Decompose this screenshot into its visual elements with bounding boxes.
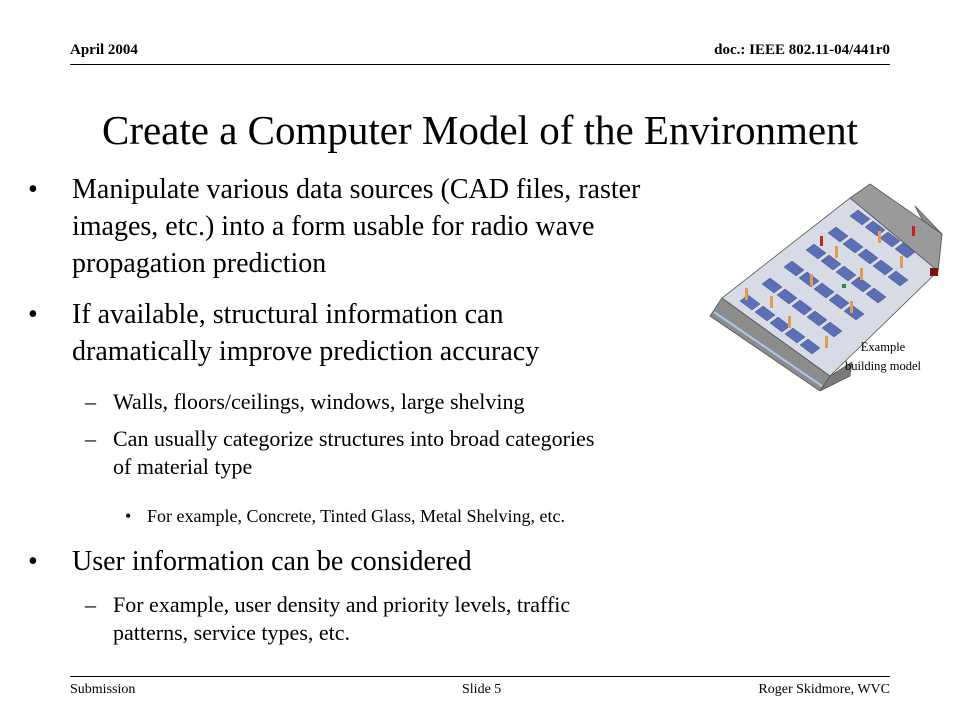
slide-title: Create a Computer Model of the Environment (101, 107, 859, 153)
footer-author: Roger Skidmore, WVC (758, 682, 890, 697)
header-doc-id: doc.: IEEE 802.11-04/441r0 (714, 42, 890, 58)
header-date: April 2004 (70, 42, 138, 58)
sub-bullet-2-2-line-1: Can usually categorize structures into broad categories (113, 426, 595, 451)
bullet-1-line-3: propagation prediction (72, 248, 327, 279)
dash-marker: – (85, 426, 96, 451)
dash-marker: – (85, 592, 96, 617)
bullet-marker: • (28, 299, 38, 330)
bullet-marker: • (125, 506, 132, 526)
footer-slide-number: Slide 5 (462, 682, 502, 697)
sub-bullet-2-2-line-2: of material type (113, 454, 253, 479)
bullet-3-line-1: User information can be considered (72, 546, 472, 577)
sub-bullet-3-1-line-1: For example, user density and priority levels, traffic (113, 592, 571, 617)
bullet-marker: • (28, 546, 38, 577)
sub-bullet-3-1-line-2: patterns, service types, etc. (113, 620, 351, 645)
bullet-2-line-1: If available, structural information can (72, 299, 504, 330)
image-caption (838, 338, 928, 376)
sub-bullet-2-1-line-1: Walls, floors/ceilings, windows, large shelving (113, 389, 525, 414)
caption-line-1: Example (860, 340, 906, 354)
caption-line-2: building model (844, 359, 922, 373)
bullet-2-line-2: dramatically improve prediction accuracy (72, 336, 540, 367)
bullet-marker: • (28, 174, 38, 205)
bullet-1-line-2: images, etc.) into a form usable for radio wave (72, 211, 595, 242)
footer-rule (70, 676, 890, 677)
header-rule (70, 64, 890, 65)
dash-marker: – (85, 389, 96, 414)
sub-sub-bullet-line-1: For example, Concrete, Tinted Glass, Metal Shelving, etc. (147, 506, 565, 526)
bullet-1-line-1: Manipulate various data sources (CAD files, raster (72, 174, 641, 205)
footer-submission: Submission (70, 682, 136, 697)
